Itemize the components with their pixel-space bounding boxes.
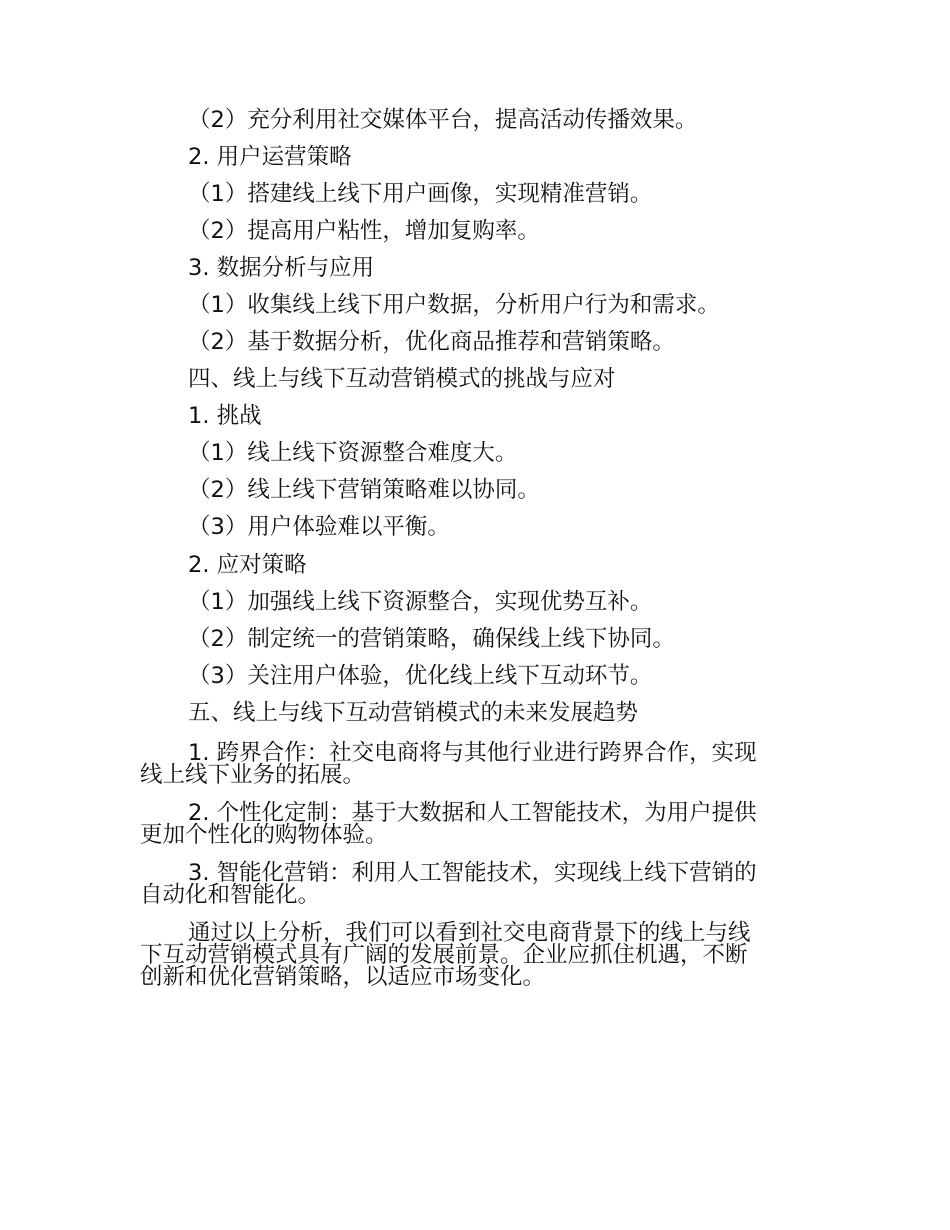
text-line: （3）关注用户体验，优化线上线下互动环节。	[188, 663, 653, 689]
text-line: （1）搭建线上线下用户画像，实现精准营销。	[188, 181, 653, 207]
text-line: （2）制定统一的营销策略，确保线上线下协同。	[188, 626, 675, 652]
paragraph-line: 创新和优化营销策略，以适应市场变化。	[140, 964, 546, 990]
paragraph-line: 3. 智能化营销：利用人工智能技术，实现线上线下营销的	[188, 860, 757, 886]
text-line: （3）用户体验难以平衡。	[188, 514, 450, 540]
paragraph-line: 更加个性化的购物体验。	[140, 822, 388, 848]
text-line: （2）充分利用社交媒体平台，提高活动传播效果。	[188, 107, 698, 133]
text-line: （2）线上线下营销策略难以协同。	[188, 477, 540, 503]
text-line: （1）线上线下资源整合难度大。	[188, 440, 518, 466]
text-line: 2. 用户运营策略	[188, 144, 352, 170]
paragraph-line: 1. 跨界合作：社交电商将与其他行业进行跨界合作，实现	[188, 740, 757, 766]
text-line: 2. 应对策略	[188, 552, 307, 578]
text-line: （2）基于数据分析，优化商品推荐和营销策略。	[188, 329, 675, 355]
paragraph-line: 2. 个性化定制：基于大数据和人工智能技术，为用户提供	[188, 800, 757, 826]
paragraph-line: 线上线下业务的拓展。	[140, 762, 366, 788]
paragraph-line: 通过以上分析，我们可以看到社交电商背景下的线上与线	[188, 920, 751, 946]
text-line: （1）加强线上线下资源整合，实现优势互补。	[188, 589, 653, 615]
paragraph-line: 下互动营销模式具有广阔的发展前景。企业应抓住机遇，不断	[140, 942, 748, 968]
text-line: （2）提高用户粘性，增加复购率。	[188, 218, 540, 244]
text-line: （1）收集线上线下用户数据，分析用户行为和需求。	[188, 292, 720, 318]
section-heading: 四、线上与线下互动营销模式的挑战与应对	[188, 366, 616, 392]
text-line: 1. 挑战	[188, 403, 262, 429]
text-line: 3. 数据分析与应用	[188, 255, 375, 281]
paragraph-line: 自动化和智能化。	[140, 882, 321, 908]
section-heading: 五、线上与线下互动营销模式的未来发展趋势	[188, 700, 639, 726]
